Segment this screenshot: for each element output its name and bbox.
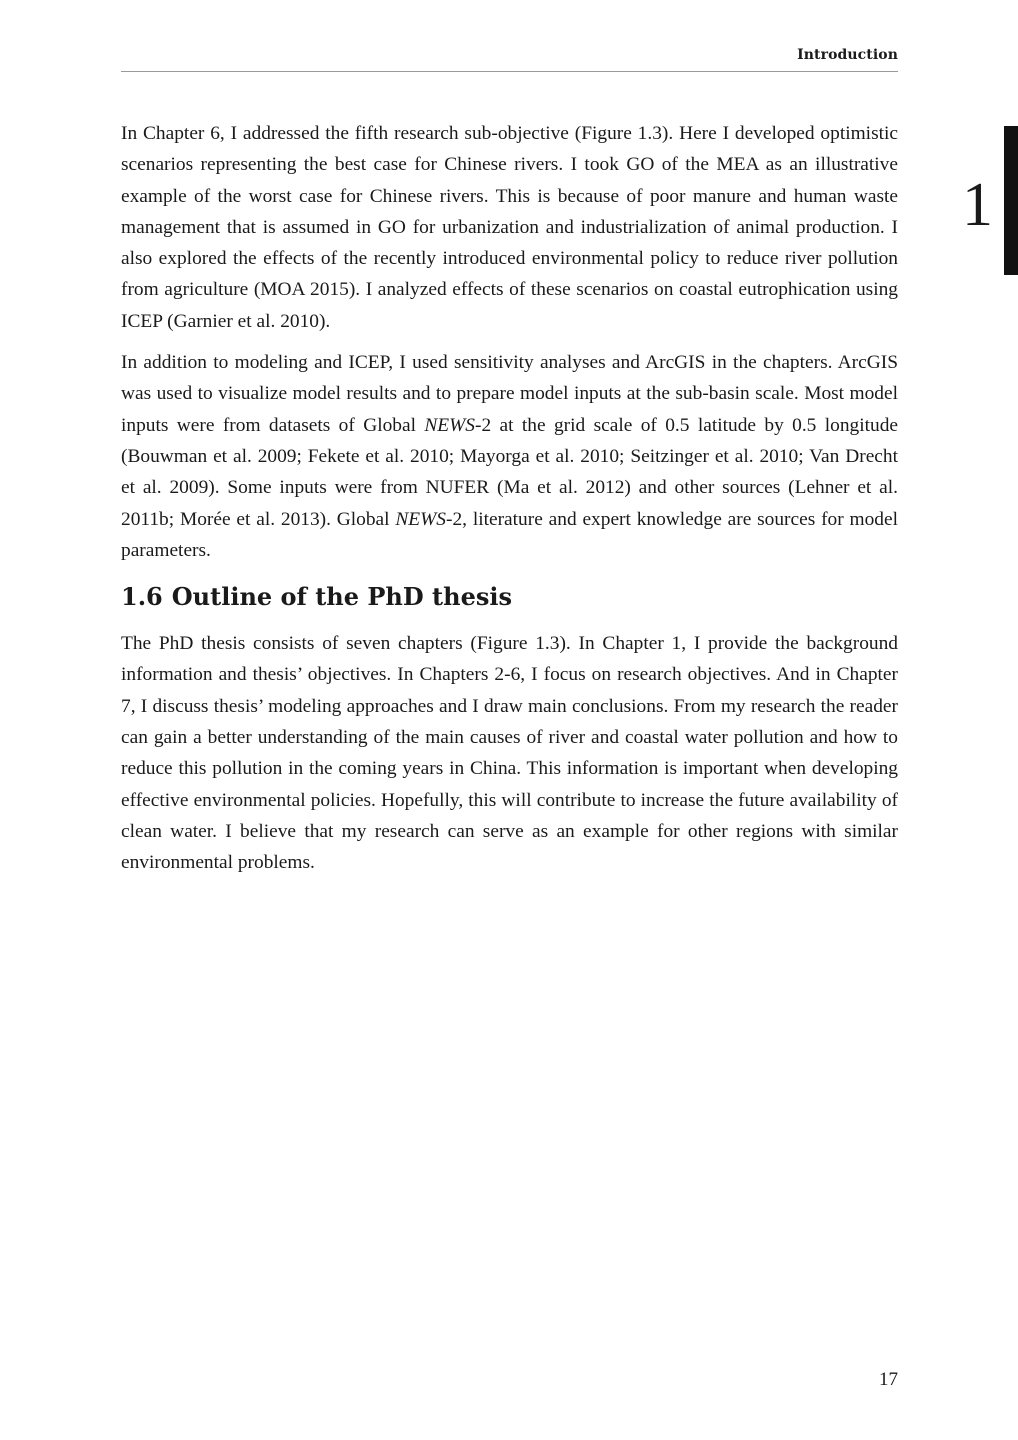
section-heading [121, 580, 898, 614]
chapter-tab-bar [1004, 126, 1018, 275]
paragraph-methods-text-2: -2 at the grid scale of 0.5 latitude by 0.5 longitude (Bouwman et al. 2009; Fekete et al. 2010; Mayorga et al. 2010; Seitzinger et al. 2010; Van Drecht et al. 2009). Some inputs were from NUFER (Ma et al. 2012) and other sources (Lehner et al. 2011b; Morée et al. 2013). Global [121, 414, 898, 530]
main-content [121, 118, 898, 879]
page-number: 17 [879, 1369, 898, 1390]
news-model-name: NEWS [395, 508, 447, 530]
running-header: Introduction [797, 47, 898, 63]
section-title: Outline of the PhD thesis [171, 582, 512, 612]
section-number: 1.6 [121, 582, 163, 612]
paragraph-thesis-outline: The PhD thesis consists of seven chapters (Figure 1.3). In Chapter 1, I provide the background information and thesis’ objectives. In Chapters 2-6, I focus on research objectives. And in Chapter 7, I discuss thesis’ modeling approaches and I draw main conclusions. From my research the reader can gain a better understanding of the main causes of river and coastal water pollution and how to reduce this pollution in the coming years in China. This information is important when developing effective environmental policies. Hopefully, this will contribute to increase the future availability of clean water. I believe that my research can serve as an example for other regions with similar environmental problems. [121, 633, 898, 874]
paragraph-methods-text-3: -2, literature and expert knowledge are sources for model parameters. [121, 508, 898, 561]
news-model-name: NEWS [424, 414, 475, 436]
paragraph-methods-text-1: In addition to modeling and ICEP, I used sensitivity analyses and ArcGIS in the chapters. ArcGIS was used to visualize model results and to prepare model inputs at the sub-basin scale. Most model inputs were from datasets of Global [121, 352, 898, 436]
paragraph-methods [121, 347, 898, 566]
paragraph-chapter-6: In Chapter 6, I addressed the fifth research sub-objective (Figure 1.3). Here I developed optimistic scenarios representing the best case for Chinese rivers. I took GO of the MEA as an illustrative example of the worst case for Chinese rivers. This is because of poor manure and human waste management that is assumed in GO for urbanization and industrialization of animal production. I also explored the effects of the recently introduced environmental policy to reduce river pollution from agriculture (MOA 2015). I analyzed effects of these scenarios on coastal eutrophication using ICEP (Garnier et al. 2010). [121, 123, 898, 332]
header-rule [121, 71, 898, 72]
chapter-tab-number: 1 [962, 171, 993, 239]
